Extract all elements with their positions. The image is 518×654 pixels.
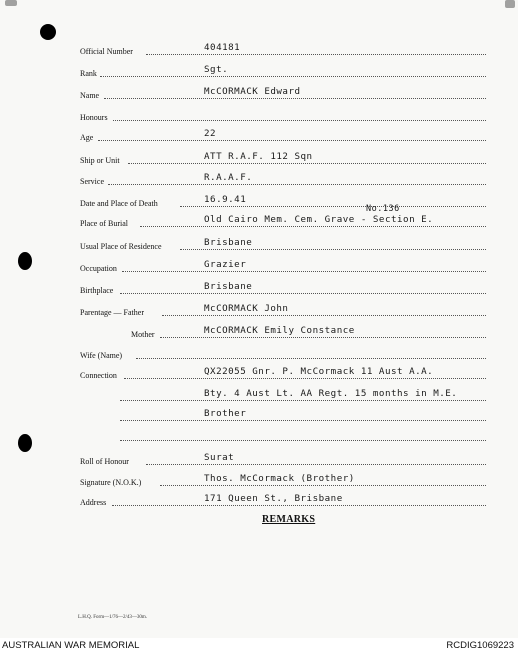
dotted-line	[104, 98, 486, 99]
connection-label: Connection	[80, 371, 117, 380]
footer-right: RCDIG1069223	[446, 640, 514, 651]
age-row	[0, 128, 518, 144]
dotted-line	[120, 440, 486, 441]
dotted-line	[120, 293, 486, 294]
death-label: Date and Place of Death	[80, 199, 158, 208]
dotted-line	[140, 226, 486, 227]
official-number-label: Official Number	[80, 47, 133, 56]
dotted-line	[160, 485, 486, 486]
dotted-line	[160, 337, 486, 338]
dotted-line	[112, 505, 486, 506]
occupation-value: Grazier	[204, 259, 247, 270]
signature-value: Thos. McCormack (Brother)	[204, 473, 355, 484]
burial-row	[0, 204, 518, 230]
dotted-line	[98, 140, 486, 141]
address-label: Address	[80, 498, 107, 507]
dotted-line	[136, 358, 486, 359]
connection-row-2	[0, 388, 518, 404]
residence-value: Brisbane	[204, 237, 253, 248]
printer-stamp: L.H.Q. Form—1/76—2/43—30m.	[78, 615, 148, 620]
service-label: Service	[80, 177, 104, 186]
dotted-line	[146, 54, 486, 55]
name-label: Name	[80, 91, 100, 100]
death-value: 16.9.41	[204, 194, 247, 205]
honours-row	[0, 108, 518, 124]
father-value: McCORMACK John	[204, 303, 289, 314]
birthplace-label: Birthplace	[80, 286, 114, 295]
address-value: 171 Queen St., Brisbane	[204, 493, 343, 504]
mother-row	[0, 325, 518, 341]
address-row	[0, 493, 518, 509]
connection-row	[0, 366, 518, 382]
connection-row-3	[0, 408, 518, 424]
dotted-line	[100, 76, 486, 77]
dotted-line	[120, 400, 486, 401]
connection-line-2: Bty. 4 Aust Lt. AA Regt. 15 months in M.E.	[204, 388, 458, 399]
service-value: R.A.A.F.	[204, 172, 253, 183]
age-value: 22	[204, 128, 217, 139]
wife-label: Wife (Name)	[80, 351, 123, 360]
wife-row	[0, 346, 518, 362]
dotted-line	[120, 420, 486, 421]
roll-of-honour-label: Roll of Honour	[80, 457, 129, 466]
ship-unit-row	[0, 151, 518, 167]
name-row	[0, 86, 518, 102]
footer-left: AUSTRALIAN WAR MEMORIAL	[2, 640, 140, 651]
rank-row	[0, 64, 518, 80]
residence-label: Usual Place of Residence	[80, 242, 162, 251]
rank-value: Sgt.	[204, 64, 229, 75]
dotted-line	[113, 120, 486, 121]
occupation-row	[0, 259, 518, 275]
dotted-line	[180, 206, 486, 207]
connection-line-1: QX22055 Gnr. P. McCormack 11 Aust A.A.	[204, 366, 434, 377]
official-number-row	[0, 42, 518, 58]
dotted-line	[122, 271, 486, 272]
connection-line-3: Brother	[204, 408, 247, 419]
rank-label: Rank	[80, 69, 97, 78]
remarks-heading: REMARKS	[262, 514, 316, 525]
burial-note: No.136	[366, 204, 400, 214]
birthplace-row	[0, 281, 518, 297]
official-number-value: 404181	[204, 42, 241, 53]
binding-mark	[505, 0, 515, 8]
signature-row	[0, 473, 518, 489]
residence-row	[0, 237, 518, 253]
father-row	[0, 303, 518, 319]
name-value: McCORMACK Edward	[204, 86, 301, 97]
ship-unit-value: ATT R.A.F. 112 Sqn	[204, 151, 313, 162]
signature-label: Signature (N.O.K.)	[80, 478, 142, 487]
father-label: Parentage — Father	[80, 308, 144, 317]
occupation-label: Occupation	[80, 264, 117, 273]
burial-label: Place of Burial	[80, 219, 128, 228]
service-row	[0, 172, 518, 188]
dotted-line	[108, 184, 486, 185]
dotted-line	[180, 249, 486, 250]
mother-value: McCORMACK Emily Constance	[204, 325, 355, 336]
roll-of-honour-value: Surat	[204, 452, 235, 463]
birthplace-value: Brisbane	[204, 281, 253, 292]
ship-unit-label: Ship or Unit	[80, 156, 120, 165]
dotted-line	[162, 315, 486, 316]
age-label: Age	[80, 133, 94, 142]
dotted-line	[146, 464, 486, 465]
honours-label: Honours	[80, 113, 108, 122]
binding-mark	[5, 0, 17, 6]
dotted-line	[128, 163, 486, 164]
roll-of-honour-row	[0, 452, 518, 468]
dotted-line	[124, 378, 486, 379]
connection-row-4	[0, 428, 518, 444]
death-row	[0, 194, 518, 210]
burial-value: Old Cairo Mem. Cem. Grave - Section E.	[204, 214, 434, 225]
punch-hole	[40, 24, 56, 40]
mother-label: Mother	[131, 330, 155, 339]
